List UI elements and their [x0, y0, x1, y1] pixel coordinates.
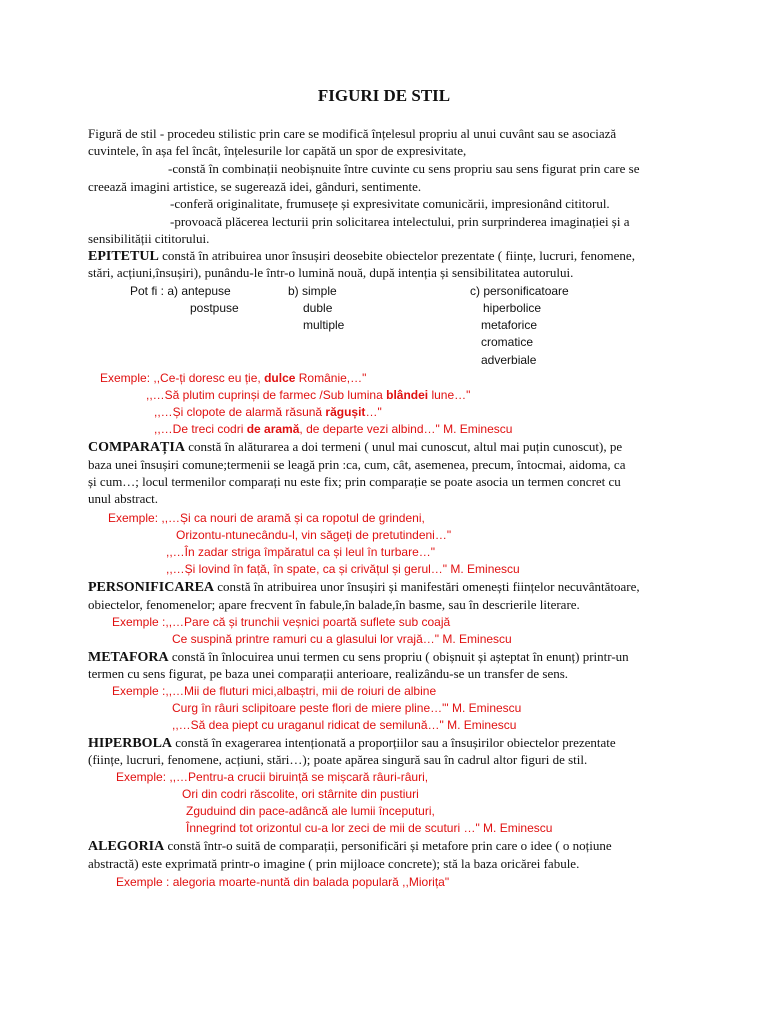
body-text: constă în înlocuirea unui termen cu sens propriu ( obișnuit și așteptat în enunț) printr-un [168, 649, 629, 664]
epitetul-paragraph [88, 247, 635, 265]
example-highlight: răgușit [325, 405, 366, 419]
intro-line: -conferă originalitate, frumusețe și expresivitate comunicării, impresionând cititorul. [170, 196, 610, 211]
intro-line: sensibilității cititorului. [88, 231, 210, 246]
example-line [100, 370, 366, 387]
section-heading: EPITETUL [88, 249, 159, 264]
example-line: Zguduind din pace-adâncă ale lumii începuturi, [186, 804, 435, 818]
type-item: metaforice [481, 318, 538, 332]
comparatia-paragraph [88, 438, 622, 456]
hiperbola-paragraph [88, 734, 616, 752]
type-item: c) personificatoare [470, 284, 569, 298]
section-heading: HIPERBOLA [88, 736, 173, 751]
intro-line: -provoacă plăcerea lecturii prin solicitarea intelectului, prin surprinderea imaginației și a [170, 214, 630, 229]
example-text: ,,…Să plutim cuprinși de farmec /Sub lumina [146, 388, 387, 402]
page-title: FIGURI DE STIL [317, 86, 451, 105]
example-line: ,,…În zadar striga împăratul ca și leul în turbare…" [166, 545, 436, 559]
body-line: baza unei însușiri comune;termenii se leagă prin :ca, cum, cât, asemenea, precum, întocmai, aidoma, ca [88, 457, 626, 472]
intro-line: cuvintele, în așa fel încât, înțelesurile lor capătă un spor de expresivitate, [88, 143, 467, 158]
example-text: ,,…De treci codri [154, 422, 247, 436]
type-item: postpuse [190, 301, 239, 315]
example-text: ,,…Și clopote de alarmă răsună [154, 405, 326, 419]
example-text: …" [365, 405, 382, 419]
example-highlight: de aramă [246, 422, 300, 436]
example-line: Curg în râuri sclipitoare peste flori de miere pline…"' M. Eminescu [172, 701, 522, 715]
example-text: Românie,…" [295, 371, 367, 385]
section-heading: PERSONIFICAREA [88, 580, 215, 595]
example-line: Ce suspină printre ramuri cu a glasului lor vrajă…" M. Eminescu [172, 632, 512, 646]
example-text: lune…" [428, 388, 471, 402]
example-line: ,,…Și lovind în față, în spate, ca și crivățul și gerul…" M. Eminescu [166, 562, 520, 576]
type-item: hiperbolice [483, 301, 542, 315]
body-line: stări, acțiuni,însușiri), punându-le într-o lumină nouă, după intenția și sensibilitatea autorului. [88, 265, 574, 280]
example-line: Înnegrind tot orizontul cu-a lor zeci de mii de scuturi …" M. Eminescu [186, 821, 553, 835]
example-line: Exemple :,,…Mii de fluturi mici,albaștri, mii de roiuri de albine [112, 684, 437, 698]
body-line: unul abstract. [88, 491, 159, 506]
type-item: adverbiale [481, 353, 537, 367]
example-line: Exemple : alegoria moarte-nuntă din balada populară ,,Miorița" [116, 875, 450, 889]
type-item: cromatice [481, 335, 534, 349]
example-line: Ori din codri răscolite, ori stârnite din pustiuri [182, 787, 419, 801]
body-text: constă în atribuirea unor însușiri deosebite obiectelor prezentate ( ființe, lucruri, fenomene, [158, 248, 635, 263]
alegoria-paragraph [88, 837, 612, 855]
example-line: Exemple :,,…Pare că și trunchii veșnici poartă suflete sub coajă [112, 615, 451, 629]
example-line: Exemple: ,,…Pentru-a crucii biruință se mișcară râuri-râuri, [116, 770, 429, 784]
example-text: , de departe vezi albind…" M. Eminescu [299, 422, 513, 436]
body-text: constă în exagerarea intenționată a proporțiilor sau a însușirilor obiectelor prezentate [172, 735, 616, 750]
type-item: multiple [303, 318, 345, 332]
example-text: Exemple: ,,Ce-ți doresc eu ție, [100, 371, 265, 385]
example-line [146, 387, 470, 404]
section-heading: ALEGORIA [88, 839, 165, 854]
section-heading: METAFORA [88, 650, 169, 665]
example-highlight: blândei [386, 388, 429, 402]
example-line [154, 404, 382, 421]
intro-line: -constă în combinații neobișnuite între cuvinte cu sens propriu sau sens figurat prin care se [168, 161, 640, 176]
body-text: constă în alăturarea a doi termeni ( unul mai cunoscut, altul mai puțin cunoscut), pe [184, 439, 623, 454]
body-line: și cum…; locul termenilor comparați nu este fix; prin comparație se poate asocia un termen concret cu [88, 474, 621, 489]
body-text: constă în atribuirea unor însușiri și manifestări omenești ființelor necuvântătoare, [214, 579, 640, 594]
body-line: termen cu sens figurat, pe baza unei comparații anterioare, realizându-se un transfer de sens. [88, 666, 569, 681]
intro-line: Figură de stil - procedeu stilistic prin care se modifică înțelesul propriu al unui cuvânt sau se asociază [88, 126, 617, 141]
personificarea-paragraph [88, 578, 640, 596]
type-item: duble [303, 301, 333, 315]
intro-line: creează imagini artistice, se sugerează idei, gânduri, sentimente. [88, 179, 422, 194]
body-line: abstractă) este exprimată printr-o imagine ( prin mijloace concrete); stă la baza oricărei fabule. [88, 856, 580, 871]
body-line: obiectelor, fenomenelor; apare frecvent în fabule,în balade,în basme, sau în descrierile literare. [88, 597, 580, 612]
body-text: constă într-o suită de comparații, personificări și metafore prin care o idee ( o noțiune [164, 838, 612, 853]
example-line: Exemple: ,,…Și ca nouri de aramă și ca ropotul de grindeni, [108, 511, 425, 525]
example-highlight: dulce [264, 371, 296, 385]
type-item: b) simple [288, 284, 337, 298]
metafora-paragraph [88, 648, 629, 666]
type-label: Pot fi : a) antepuse [130, 284, 231, 298]
body-line: (ființe, lucruri, fenomene, acțiuni, stări…); poate apărea singură sau în cadrul altor figuri de stil. [88, 752, 588, 767]
example-line: Orizontu-ntunecându-l, vin săgeți de pretutindeni…" [176, 528, 452, 542]
example-line [154, 421, 512, 438]
example-line: ,,…Să dea piept cu uraganul ridicat de semilună…" M. Eminescu [172, 718, 517, 732]
section-heading: COMPARAȚIA [88, 440, 185, 455]
